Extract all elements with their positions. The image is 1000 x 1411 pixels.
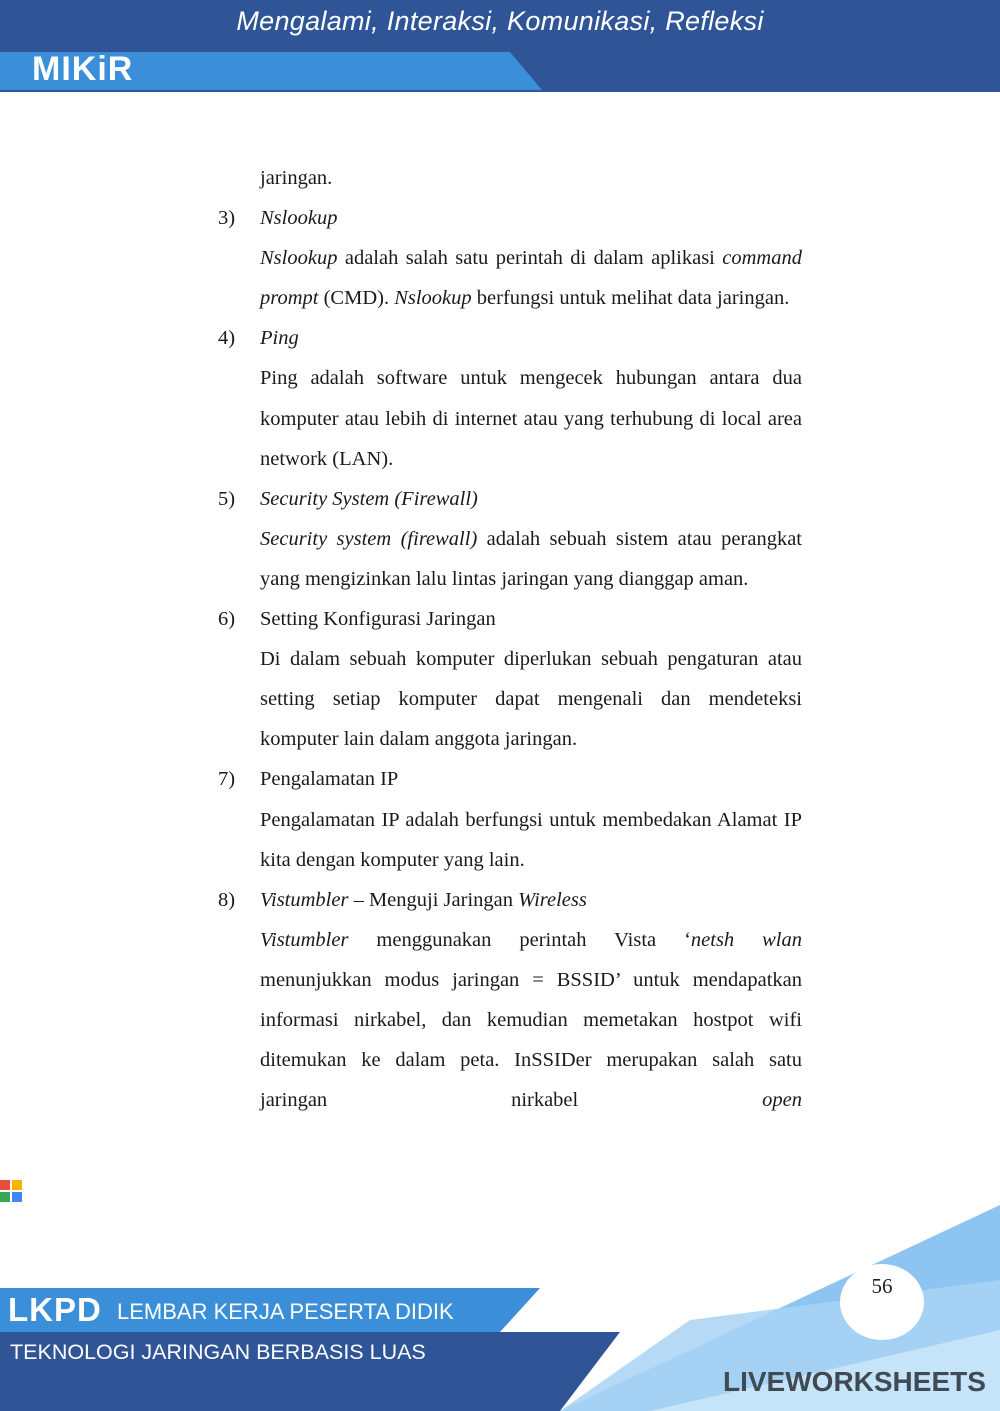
liveworksheets-logo-icon bbox=[0, 1180, 22, 1202]
watermark-text: LIVEWORKSHEETS bbox=[723, 1366, 986, 1397]
item-body: Security system (firewall) adalah sebuah sistem atau perangkat yang mengizinkan lalu lintas jaringan yang dianggap aman. bbox=[260, 527, 802, 590]
item-body: Nslookup adalah salah satu perintah di dalam aplikasi command prompt (CMD). Nslookup berfungsi untuk melihat data jaringan. bbox=[260, 247, 802, 310]
footer-teknologi: TEKNOLOGI JARINGAN BERBASIS LUAS bbox=[10, 1340, 426, 1364]
item-title: Setting Konfigurasi Jaringan bbox=[260, 608, 496, 631]
list-item bbox=[218, 318, 802, 358]
list-item bbox=[218, 479, 802, 519]
item-number: 3) bbox=[218, 207, 236, 230]
item-title: Security System (Firewall) bbox=[260, 487, 478, 510]
footer-lembar: LEMBAR KERJA PESERTA DIDIK bbox=[117, 1299, 454, 1324]
continuation-text: jaringan. bbox=[260, 167, 333, 189]
list-item bbox=[218, 759, 802, 799]
item-number: 6) bbox=[218, 608, 236, 631]
page-footer bbox=[0, 1180, 1000, 1411]
page-header bbox=[0, 0, 1000, 92]
item-title: Nslookup bbox=[260, 207, 338, 230]
page-number: 56 bbox=[840, 1264, 924, 1340]
item-number: 8) bbox=[218, 888, 236, 911]
item-number: 4) bbox=[218, 327, 236, 350]
item-body: Di dalam sebuah komputer diperlukan sebuah pengaturan atau setting setiap komputer dapat mengenali dan mendeteksi komputer lain dalam anggota jaringan. bbox=[260, 648, 802, 751]
item-title: Ping bbox=[260, 327, 299, 350]
main-content bbox=[218, 158, 802, 1120]
item-number: 5) bbox=[218, 487, 236, 510]
header-subtitle: Mengalami, Interaksi, Komunikasi, Refleksi bbox=[236, 6, 764, 36]
list-item bbox=[218, 880, 802, 920]
item-title: Vistumbler – Menguji Jaringan Wireless bbox=[260, 888, 587, 911]
list-item bbox=[218, 599, 802, 639]
item-number: 7) bbox=[218, 768, 236, 791]
item-title: Pengalamatan IP bbox=[260, 768, 399, 791]
header-brand: MIKiR bbox=[32, 50, 134, 88]
footer-lkpd: LKPD bbox=[8, 1291, 102, 1328]
list-item bbox=[218, 198, 802, 238]
item-body: Vistumbler menggunakan perintah Vista ‘netsh wlan menunjukkan modus jaringan = BSSID’ untuk mendapatkan informasi nirkabel, dan kemudian memetakan hostpot wifi ditemukan ke dalam peta. InSSIDer merupakan salah satu jaringan nirkabel open bbox=[260, 928, 802, 1112]
item-body: Ping adalah software untuk mengecek hubungan antara dua komputer atau lebih di internet atau yang terhubung di local area network (LAN). bbox=[260, 367, 802, 470]
item-body: Pengalamatan IP adalah berfungsi untuk membedakan Alamat IP kita dengan komputer yang lain. bbox=[260, 808, 802, 871]
